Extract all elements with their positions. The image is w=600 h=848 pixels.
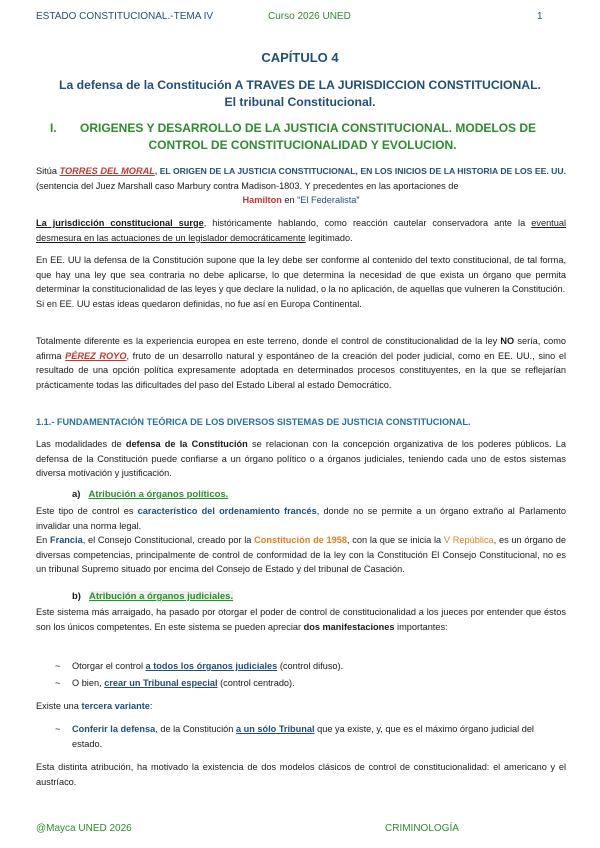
tercera-paragraph xyxy=(36,699,566,714)
text: en “ xyxy=(281,195,301,205)
text: Este tipo de control es xyxy=(36,506,138,516)
item-label: Atribución a órganos políticos. xyxy=(88,489,229,500)
intro-paragraph xyxy=(36,164,566,208)
eeuu-paragraph xyxy=(36,253,566,311)
item-letter: b) xyxy=(72,591,81,602)
text: Otorgar el control xyxy=(72,661,146,671)
text: En xyxy=(36,535,50,545)
text: sería, como afirma xyxy=(36,336,566,361)
text: Totalmente diferente es la experiencia europea en este terreno, donde el control de constitucionalidad de la ley xyxy=(36,336,501,346)
text: a un sólo Tribunal xyxy=(235,724,315,734)
text: Este sistema más arraigado, ha pasado por otorgar el poder de control de constitucionalidad a los jueces por entender que éstos son los únicos competentes. En este sistema se pueden apreciar xyxy=(36,607,566,632)
text: (control centrado). xyxy=(217,678,295,688)
text: , es un órgano de diversas competencias, principalmente de control de conformidad de la ley con la Constitución El Consejo Constitucional, no es un tribunal Supremo situado por encima del Consejo de Estado y del tribunal de Casación. xyxy=(36,535,566,574)
section-line-2: CONTROL DE CONSTITUCIONALIDAD Y EVOLUCION. xyxy=(148,138,457,152)
tilde-bullet-icon: ~ xyxy=(55,661,61,671)
text: La jurisdicción constitucional surge xyxy=(36,218,204,228)
text: Francia xyxy=(50,535,83,545)
text: O bien, xyxy=(72,678,105,688)
text: defensa de la Constitución xyxy=(125,439,248,449)
text: Las modalidades de xyxy=(36,439,126,449)
text: tercera variante xyxy=(81,701,150,711)
item-label: Atribución a órganos judiciales. xyxy=(88,591,234,602)
text: , de la Constitución xyxy=(155,724,236,734)
author-torres-del-moral: TORRES DEL MORAL xyxy=(59,166,155,176)
page-number: 1 xyxy=(537,11,543,22)
text: Constitución de 1958 xyxy=(254,535,347,545)
politicos-paragraph xyxy=(36,504,566,533)
europa-paragraph xyxy=(36,334,566,392)
francia-paragraph xyxy=(36,533,566,577)
text: importantes: xyxy=(394,621,448,632)
text: (control difuso). xyxy=(277,661,344,671)
text: V República xyxy=(443,535,494,545)
section-number: I. xyxy=(50,121,57,135)
federalista: El Federalista xyxy=(300,195,357,205)
text: a todos los órganos judiciales xyxy=(145,661,278,671)
text: que ya existe, y, que es el máximo órgano judicial del estado. xyxy=(72,724,534,749)
text: característico del ordenamiento francés xyxy=(137,506,317,516)
tilde-bullet-icon: ~ xyxy=(55,724,61,734)
subsection-1-1: 1.1.- FUNDAMENTACIÓN TEÓRICA DE LOS DIVERSOS SISTEMAS DE JUSTICIA CONSTITUCIONAL. xyxy=(36,417,471,427)
item-letter: a) xyxy=(72,489,81,500)
text: legitimado. xyxy=(305,232,353,243)
text: Existe una xyxy=(36,701,82,711)
header-left: ESTADO CONSTITUCIONAL.-TEMA IV xyxy=(36,11,214,22)
section-line-1: ORIGENES Y DESARROLLO DE LA JUSTICIA CONSTITUCIONAL. MODELOS DE xyxy=(80,121,537,135)
text: , con la que se inicia la xyxy=(346,535,444,545)
text: , donde no se permite a un órgano extraño al Parlamento invalidar una norma legal. xyxy=(36,506,566,531)
item-b xyxy=(72,591,233,602)
footer-right: CRIMINOLOGÍA xyxy=(385,823,459,834)
text: ” xyxy=(356,195,360,205)
chapter-subtitle xyxy=(30,77,570,111)
text: , el Consejo Constitucional, creado por la xyxy=(82,535,255,545)
hamilton: Hamilton xyxy=(242,195,282,205)
chapter-title: CAPÍTULO 4 xyxy=(261,50,339,65)
text: crear un Tribunal especial xyxy=(104,678,218,688)
tilde-bullet-icon: ~ xyxy=(55,678,61,688)
text: Conferir la defensa xyxy=(72,724,156,734)
judicial-paragraph xyxy=(36,605,566,634)
text: , EL ORIGEN DE LA JUSTICIA CONSTITUCIONAL, EN LOS INICIOS DE LA HISTORIA DE LOS EE. UU. xyxy=(154,166,566,176)
jurisdiction-paragraph xyxy=(36,216,566,245)
text: (sentencia del Juez Marshall caso Marbury contra Madison-1803. Y precedentes en las aportaciones de xyxy=(36,180,459,191)
text: Si en EE. UU estas ideas quedaron definidas, no fue así en Europa Continental. xyxy=(36,298,362,309)
text: En EE. UU la defensa de la Constitución supone que la ley debe ser conforme al contenido del texto constitucional, de tal forma, que hay una ley que sea contraria no debe aplicarse, lo que determina la necesidad de que exista un órgano que permita determinar la constitucionalidad de las leyes y que declare la nulidad, o la no aplicación, de aquellas que vulneren la Constitución. xyxy=(36,255,566,294)
section-heading xyxy=(30,120,575,154)
text: , históricamente hablando, como reacción cautelar conservadora ante la xyxy=(203,218,532,228)
text: , fruto de un desarrollo natural y espontáneo de la creación del poder judicial, como en EE. UU., sino el resultado de una opción política expresamente adoptada en determinados procesos constituyentes, en la que se reflejarían prácticamente todas las dificultades del paso del Estado Liberal al estado Democrático. xyxy=(36,350,566,390)
modalities-paragraph xyxy=(36,437,566,481)
text: se relacionan con la concepción organizativa de los poderes públicos. La defensa de la Constitución puede confiarse a un órgano político o a órganos judiciales, teniendo cada uno de estos sistemas diversa motivación y justificación. xyxy=(36,439,567,478)
text: NO xyxy=(500,336,515,346)
final-paragraph: Esta distinta atribución, ha motivado la existencia de dos modelos clásicos de control de constitucionalidad: el americano y el austríaco. xyxy=(36,762,566,787)
subtitle-line-1: La defensa de la Constitución A TRAVES DE LA JURISDICCION CONSTITUCIONAL. xyxy=(59,78,541,92)
text: eventual desmesura en las actuaciones de un legislador democráticamente xyxy=(36,218,566,243)
text: Sitúa xyxy=(36,166,60,176)
text: : xyxy=(149,701,153,711)
author-perez-royo: PÉREZ ROYO xyxy=(65,350,127,361)
subtitle-line-2: El tribunal Constitucional. xyxy=(224,95,376,109)
item-a xyxy=(72,489,228,500)
text: dos manifestaciones xyxy=(303,621,395,632)
header-center: Curso 2026 UNED xyxy=(268,11,351,22)
footer-left: @Mayca UNED 2026 xyxy=(36,823,132,834)
